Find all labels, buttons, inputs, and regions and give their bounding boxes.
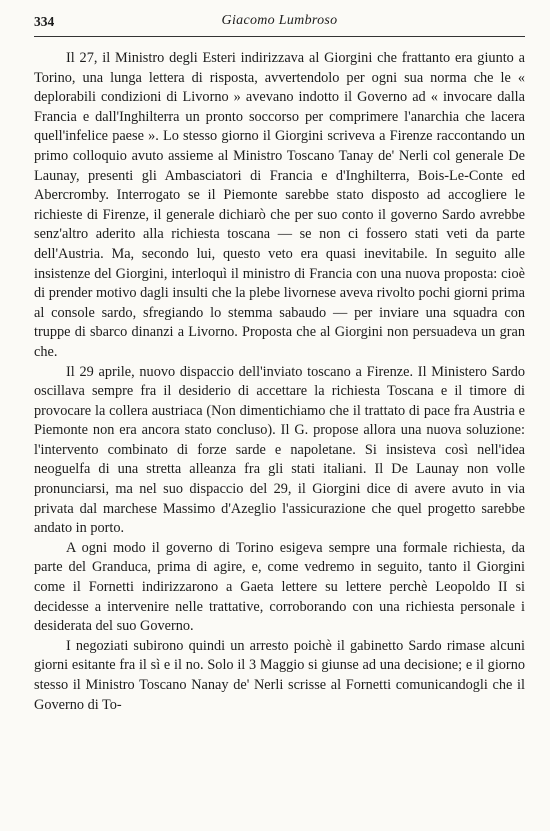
running-header xyxy=(34,10,525,34)
paragraph: Il 29 aprile, nuovo dispaccio dell'inviato toscano a Firenze. Il Ministero Sardo oscillava sempre fra il desiderio di accettare la richiesta Toscana e il timore di provocare la collera austriaca (Non dimentichiamo che il trattato di pace fra Austria e Piemonte non era ancora stato concluso). Il G. propose allora una nuova soluzione: l'intervento combinato di forze sarde e napoletane. Si insisteva così nell'idea neoguelfa di una stretta alleanza fra gli stati italiani. Il De Launay non volle pronunciarsi, ma nel suo dispaccio del 29, il Giorgini dice di avere avuto in via privata dal marchese Massimo d'Azeglio l'assicurazione che quel progetto sarebbe andato in porto. xyxy=(34,363,525,537)
page-number: 334 xyxy=(34,14,55,29)
paragraph: A ogni modo il governo di Torino esigeva sempre una formale richiesta, da parte del Granduca, prima di agire, e, come vedremo in seguito, tanto il Giorgini come il Fornetti indirizzarono a Gaeta lettere su lettere perchè Leopoldo II si decidesse a intervenire nelle trattative, corroborando con una richiesta personale i desiderata del suo Governo. xyxy=(34,539,525,635)
paragraph: Il 27, il Ministro degli Esteri indirizzava al Giorgini che frattanto era giunto a Torino, una lunga lettera di risposta, avvertendolo per ogni sua norma che le « deplorabili condizioni di Livorno » avevano indotto il Governo ad « invocare dalla Francia e dall'Inghilterra un pronto soccorso per comprimere l'anarchia che lacera quell'infelice paese ». Lo stesso giorno il Giorgini scriveva a Firenze raccontando un primo colloquio avuto assieme al Ministro Toscano Tanay de' Nerli col generale De Launay, presenti gli Ambasciatori di Francia e d'Inghilterra, Bois-Le-Conte ed Abercromby. Interrogato se il Piemonte sarebbe stato disposto ad accogliere le richieste di Firenze, il generale dichiarò che per suo conto il governo Sardo avrebbe senz'altro aderito alla richiesta toscana — se non ci fossero stati veti da parte dell'Austria. Ma, secondo lui, questo veto era quasi inevitabile. In seguito alle insistenze del Giorgini, interloquì il ministro di Francia con una nuova proposta: cioè di prender motivo dagli insulti che la plebe livornese aveva rivolto pochi giorni prima al console sardo, sfregiando lo stemma sabaudo — per inviare una squadra con truppe di sbarco dinanzi a Livorno. Proposta che al Giorgini non persuadeva un gran che. xyxy=(34,50,525,360)
header-rule xyxy=(34,36,525,37)
running-title: Giacomo Lumbroso xyxy=(221,13,338,28)
body-text xyxy=(34,49,525,715)
paragraph: I negoziati subirono quindi un arresto poichè il gabinetto Sardo rimase alcuni giorni esitante fra il sì e il no. Solo il 3 Maggio si giunse ad una decisione; e il giorno stesso il Ministro Toscano Nanay de' Nerli scrisse al Fornetti comunicandogli che il Governo di To- xyxy=(34,637,525,713)
